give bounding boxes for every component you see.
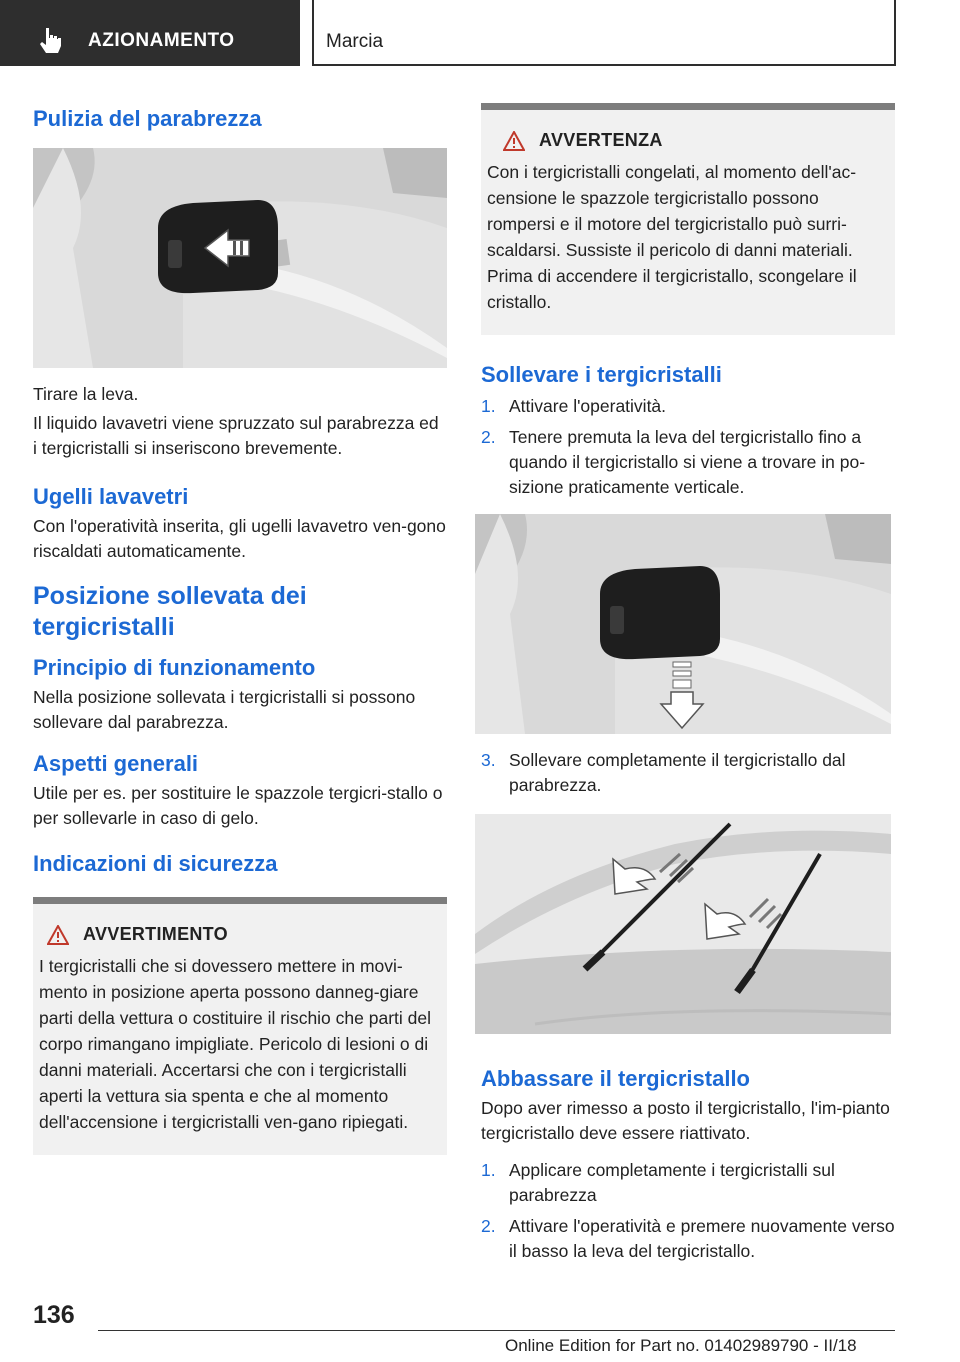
- warning-text: Con i tergicristalli congelati, al momento dell'ac-censione le spazzole tergicristallo possono rompersi e il motore del tergicristallo può surri-scaldarsi. Sussiste il pericolo di danni materiali. Prima di accendere il tergicristallo, scongelare il cristallo.: [487, 162, 857, 312]
- text-aspetti: Utile per es. per sostituire le spazzole tergicri-stallo o per sollevarle in caso di gelo.: [33, 783, 443, 828]
- warning-title: AVVERTENZA: [539, 130, 663, 150]
- warning-text: I tergicristalli che si dovessero mettere in movi-mento in posizione aperta possono danneg-giare parti della vettura o costituire il rischio che parti del corpo rimangano impigliate. Pericolo di lesioni o di danni materiali. Accertarsi che con i tergicristalli aperti la vettura sia spenta e che al momento dell'accensione i tergicristalli ven-gano ripiegati.: [39, 956, 431, 1132]
- wiper-lever-push-figure: [475, 514, 891, 734]
- warning-title: AVVERTIMENTO: [83, 924, 228, 944]
- list-item: 1. Applicare completamente i tergicristalli sul parabrezza: [481, 1160, 835, 1205]
- heading-abbassare: Abbassare il tergicristallo: [481, 1066, 750, 1091]
- header-frame: [312, 0, 896, 66]
- steps-abbassare: [481, 1158, 895, 1264]
- heading-sollevare: Sollevare i tergicristalli: [481, 362, 722, 387]
- wiper-lever-pull-figure: [33, 148, 447, 368]
- text-principio: Nella posizione sollevata i tergicristalli si possono sollevare dal parabrezza.: [33, 687, 416, 732]
- list-item: 2. Tenere premuta la leva del tergicristallo fino a quando il tergicristallo si viene a trovare in po-sizione praticamente verticale.: [481, 427, 866, 497]
- heading-pulizia: Pulizia del parabrezza: [33, 106, 262, 131]
- section-label: AZIONAMENTO: [88, 30, 235, 51]
- list-item: 3. Sollevare completamente il tergicristallo dal parabrezza.: [481, 750, 846, 795]
- text-ugelli: Con l'operatività inserita, gli ugelli lavavetro ven-gono riscaldati automaticamente.: [33, 516, 446, 561]
- warning-box-avvertenza: [481, 103, 895, 335]
- windshield-wipers-figure: [475, 814, 891, 1034]
- right-column: [481, 103, 895, 1270]
- text-tirare: Tirare la leva.: [33, 384, 139, 404]
- page-number: 136: [33, 1301, 75, 1329]
- heading-principio: Principio di funzionamento: [33, 655, 316, 680]
- text-liquido: Il liquido lavavetri viene spruzzato sul parabrezza ed i tergicristalli si inseriscono brevemente.: [33, 413, 439, 458]
- footer-divider: [98, 1330, 895, 1331]
- warning-header: [487, 130, 887, 151]
- edition-text: Online Edition for Part no. 01402989790 - II/18: [505, 1336, 857, 1355]
- heading-posizione: Posizione sollevata dei tergicristalli: [33, 582, 307, 641]
- list-item: 1. Attivare l'operatività.: [481, 396, 667, 416]
- text-abbassare: Dopo aver rimesso a posto il tergicristallo, l'im-pianto tergicristallo deve essere riattivato.: [481, 1098, 890, 1143]
- warning-box-avvertimento: [33, 897, 447, 1155]
- steps-sollevare: [481, 394, 895, 500]
- warning-triangle-icon: [503, 131, 525, 151]
- heading-indicazioni: Indicazioni di sicurezza: [33, 851, 278, 876]
- list-item: 2. Attivare l'operatività e premere nuovamente verso il basso la leva del tergicristallo.: [481, 1216, 895, 1261]
- left-column: [33, 100, 447, 1155]
- chapter-title: Marcia: [326, 31, 384, 52]
- heading-ugelli: Ugelli lavavetri: [33, 484, 189, 509]
- warning-header: [39, 924, 439, 945]
- hand-pointer-icon: [38, 26, 64, 54]
- heading-aspetti: Aspetti generali: [33, 751, 199, 776]
- steps-sollevare-continued: [481, 748, 895, 798]
- warning-triangle-icon: [47, 925, 69, 945]
